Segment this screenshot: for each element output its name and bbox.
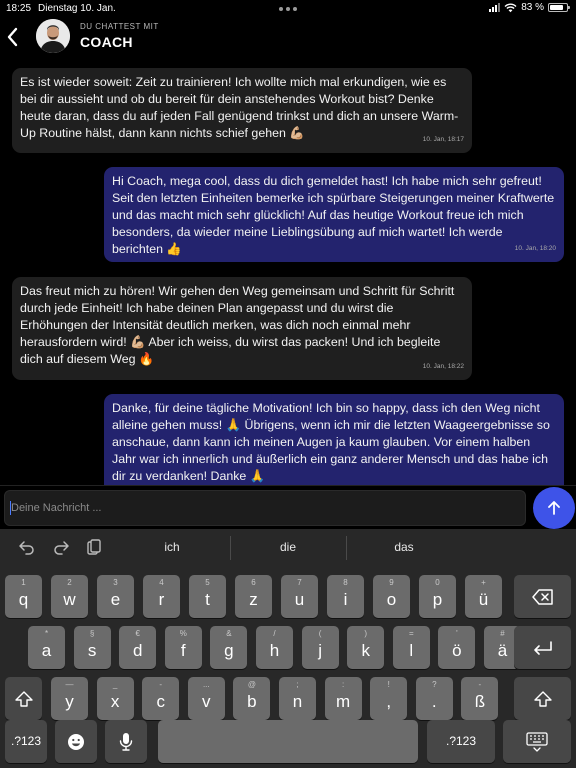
key-c[interactable] <box>142 677 179 720</box>
suggestion-1[interactable]: ich <box>164 540 180 554</box>
key-i[interactable] <box>327 575 364 618</box>
back-chevron-icon[interactable] <box>6 26 20 48</box>
key-main-label: b <box>247 692 257 711</box>
arrow-up-icon <box>545 499 563 517</box>
key-k[interactable] <box>347 626 384 669</box>
battery-icon <box>548 3 568 12</box>
key-main-label: g <box>224 641 234 660</box>
key-g[interactable] <box>210 626 247 669</box>
key-main-label: r <box>158 590 165 609</box>
key-main-label: v <box>202 692 211 711</box>
key-main-label: ß <box>474 692 486 711</box>
key-alt-label: ( <box>318 629 322 638</box>
key-alt-label: : <box>341 680 345 689</box>
key-alt-label: - <box>478 680 482 689</box>
shift-icon <box>534 691 552 707</box>
chat-header <box>0 16 576 64</box>
key-main-label: i <box>343 590 348 609</box>
backspace-key[interactable] <box>514 575 571 618</box>
key-main-label: , <box>386 692 392 711</box>
suggestion-divider <box>346 536 347 560</box>
key-e[interactable] <box>97 575 134 618</box>
microphone-icon <box>119 732 133 752</box>
key-main-label: w <box>63 590 76 609</box>
message-bubble-outgoing <box>104 167 564 262</box>
key-d[interactable] <box>119 626 156 669</box>
key-p[interactable] <box>419 575 456 618</box>
battery-percentage: 83 % <box>521 2 544 13</box>
onscreen-keyboard <box>0 529 576 768</box>
status-date: Dienstag 10. Jan. <box>38 3 116 14</box>
message-text: Danke, für deine tägliche Motivation! Ich bin so happy, dass ich den Weg nicht alleine gehen muss! 🙏 Übrigens, wenn ich mir die letzten Waageergebnisse so anschaue, dann kann ich meinen Augen ja kaum glauben. Vor einem halben Jahr war ich innerlich und äußerlich ein ganz anderer Mensch und das habe ich dir zu verdanken! Danke 🙏 <box>112 401 550 483</box>
key-main-label: . <box>431 692 437 711</box>
shift-icon <box>15 691 33 707</box>
key-main-label: c <box>156 692 165 711</box>
status-time: 18:25 <box>6 3 32 14</box>
suggestion-3[interactable]: das <box>394 540 414 554</box>
key-main-label: y <box>65 692 74 711</box>
key-.[interactable] <box>416 677 453 720</box>
key-y[interactable] <box>51 677 88 720</box>
key-main-label: t <box>205 590 210 609</box>
message-list[interactable] <box>0 64 576 485</box>
key-s[interactable] <box>74 626 111 669</box>
suggestion-2[interactable]: die <box>279 540 296 554</box>
shift-key-left[interactable] <box>5 677 42 720</box>
message-text: Das freut mich zu hören! Wir gehen den Weg gemeinsam und Schritt für Schritt durch jede Einheit! Ich habe deinen Plan angepasst und du wirst die Erhöhungen der Intensität deutlich merken, was dich noch einmal mehr herausfordern wird! 💪🏼 Aber ich weiss, du wirst das packen! Und ich begleite dich auf diesem Weg 🔥 <box>20 284 455 366</box>
message-text: Hi Coach, mega cool, dass du dich gemeldet hast! Ich habe mich sehr gefreut! Seit den letzten Einheiten bemerke ich spürbare Steigerungen meiner Kraftwerte und das macht mich sehr glücklich! Auf das heutige Workout freue ich mich besonders, da wieder meine Lieblingsübung auf mich wartet! Ich werde berichten 👍 <box>112 174 555 256</box>
key-t[interactable] <box>189 575 226 618</box>
key-main-label: u <box>294 590 305 609</box>
key-alt-label: 3 <box>113 578 118 587</box>
return-icon <box>532 640 554 656</box>
undo-icon[interactable] <box>18 539 36 555</box>
quicktype-bar <box>0 529 576 567</box>
key-main-label: m <box>336 692 351 711</box>
status-bar <box>0 0 576 16</box>
message-composer <box>0 485 576 529</box>
key-main-label: o <box>386 590 397 609</box>
key-alt-label: = <box>408 629 414 638</box>
key-main-label: ä <box>497 641 508 660</box>
key-main-label: n <box>292 692 303 711</box>
key-alt-label: 8 <box>343 578 348 587</box>
key-ö[interactable] <box>438 626 475 669</box>
key-alt-label: / <box>273 629 276 638</box>
backspace-icon <box>532 589 554 605</box>
key-alt-label: ... <box>202 680 210 689</box>
key-alt-label: 2 <box>67 578 72 587</box>
key-alt-label: @ <box>247 680 256 689</box>
key-alt-label: & <box>226 629 232 638</box>
key-alt-label: 5 <box>205 578 210 587</box>
numbers-key-left[interactable] <box>5 720 47 763</box>
key-main-label: z <box>249 590 258 609</box>
key-u[interactable] <box>281 575 318 618</box>
key-a[interactable] <box>28 626 65 669</box>
key-x[interactable] <box>97 677 134 720</box>
key-main-label: l <box>409 641 414 660</box>
numbers-key-label: .?123 <box>445 734 477 748</box>
key-alt-label: _ <box>112 680 118 689</box>
key-main-label: h <box>269 641 280 660</box>
text-caret <box>10 501 11 515</box>
multitasking-dots-icon[interactable] <box>279 7 297 11</box>
key-alt-label: + <box>481 578 486 587</box>
key-alt-label: ) <box>364 629 368 638</box>
message-text: Es ist wieder soweit: Zeit zu trainieren! Ich wollte mich mal erkundigen, wie es bei dir aussieht und ob du bereit für dein anstehendes Workout bist? Denke heute daran, dass du auf jeden Fall genügend trinkst und dich an unsere Warm-Up Routine hälst, dann kann nichts schief gehen 💪🏼 <box>20 75 459 140</box>
key-main-label: j <box>318 641 322 660</box>
key-alt-label: 7 <box>297 578 302 587</box>
key-b[interactable] <box>233 677 270 720</box>
key-alt-label: # <box>500 629 505 638</box>
keyboard-dismiss-key[interactable] <box>503 720 571 763</box>
key-f[interactable] <box>165 626 202 669</box>
key-alt-label: ! <box>387 680 390 689</box>
key-l[interactable] <box>393 626 430 669</box>
message-input[interactable] <box>4 490 526 526</box>
numbers-key-right[interactable] <box>427 720 495 763</box>
space-bar[interactable] <box>158 720 418 763</box>
key-main-label: p <box>432 590 443 609</box>
key-,[interactable] <box>370 677 407 720</box>
key-m[interactable] <box>325 677 362 720</box>
key-alt-label: 9 <box>389 578 394 587</box>
return-key[interactable] <box>514 626 571 669</box>
message-timestamp: 10. Jan, 18:22 <box>422 363 464 370</box>
emoji-key[interactable] <box>55 720 97 763</box>
key-alt-label: 0 <box>435 578 440 587</box>
key-main-label: d <box>132 641 143 660</box>
key-v[interactable] <box>188 677 225 720</box>
message-timestamp: 10. Jan, 18:17 <box>422 136 464 143</box>
key-z[interactable] <box>235 575 272 618</box>
message-timestamp: 10. Jan, 18:20 <box>514 245 556 252</box>
key-alt-label: 6 <box>251 578 256 587</box>
key-main-label: e <box>110 590 121 609</box>
message-bubble-outgoing <box>104 394 564 485</box>
keyboard-dismiss-icon <box>526 732 548 752</box>
key-main-label: s <box>87 641 97 660</box>
key-main-label: k <box>361 641 370 660</box>
key-h[interactable] <box>256 626 293 669</box>
key-ß[interactable] <box>461 677 498 720</box>
key-alt-label: - <box>159 680 163 689</box>
key-alt-label: 1 <box>21 578 26 587</box>
key-alt-label: € <box>135 629 140 638</box>
key-main-label: x <box>110 692 120 711</box>
send-button[interactable] <box>533 487 575 529</box>
suggestion-divider <box>230 536 231 560</box>
cellular-signal-icon <box>489 3 500 12</box>
paste-icon[interactable] <box>86 539 102 557</box>
key-main-label: f <box>180 641 186 660</box>
key-w[interactable] <box>51 575 88 618</box>
redo-icon[interactable] <box>52 539 70 555</box>
message-bubble-incoming <box>12 68 472 153</box>
numbers-key-label: .?123 <box>10 734 42 748</box>
key-r[interactable] <box>143 575 180 618</box>
key-main-label: ü <box>478 590 489 609</box>
shift-key-right[interactable] <box>514 677 571 720</box>
header-title: COACH <box>80 34 133 50</box>
wifi-icon <box>504 3 517 13</box>
key-q[interactable] <box>5 575 42 618</box>
emoji-icon <box>67 733 85 751</box>
key-alt-label: * <box>44 629 49 638</box>
key-main-label: a <box>41 641 52 660</box>
key-alt-label: ; <box>296 680 299 689</box>
key-ü[interactable] <box>465 575 502 618</box>
key-o[interactable] <box>373 575 410 618</box>
key-main-label: q <box>18 590 29 609</box>
coach-avatar[interactable] <box>36 19 70 53</box>
key-n[interactable] <box>279 677 316 720</box>
key-alt-label: ' <box>456 629 458 638</box>
header-subtitle: DU CHATTEST MIT <box>80 22 159 31</box>
dictation-key[interactable] <box>105 720 147 763</box>
key-alt-label: 4 <box>159 578 164 587</box>
key-alt-label: % <box>179 629 187 638</box>
message-bubble-incoming <box>12 277 472 380</box>
key-j[interactable] <box>302 626 339 669</box>
key-main-label: ö <box>452 641 462 660</box>
key-alt-label: ? <box>432 680 437 689</box>
key-alt-label: § <box>89 629 95 638</box>
key-alt-label: — <box>65 680 74 689</box>
